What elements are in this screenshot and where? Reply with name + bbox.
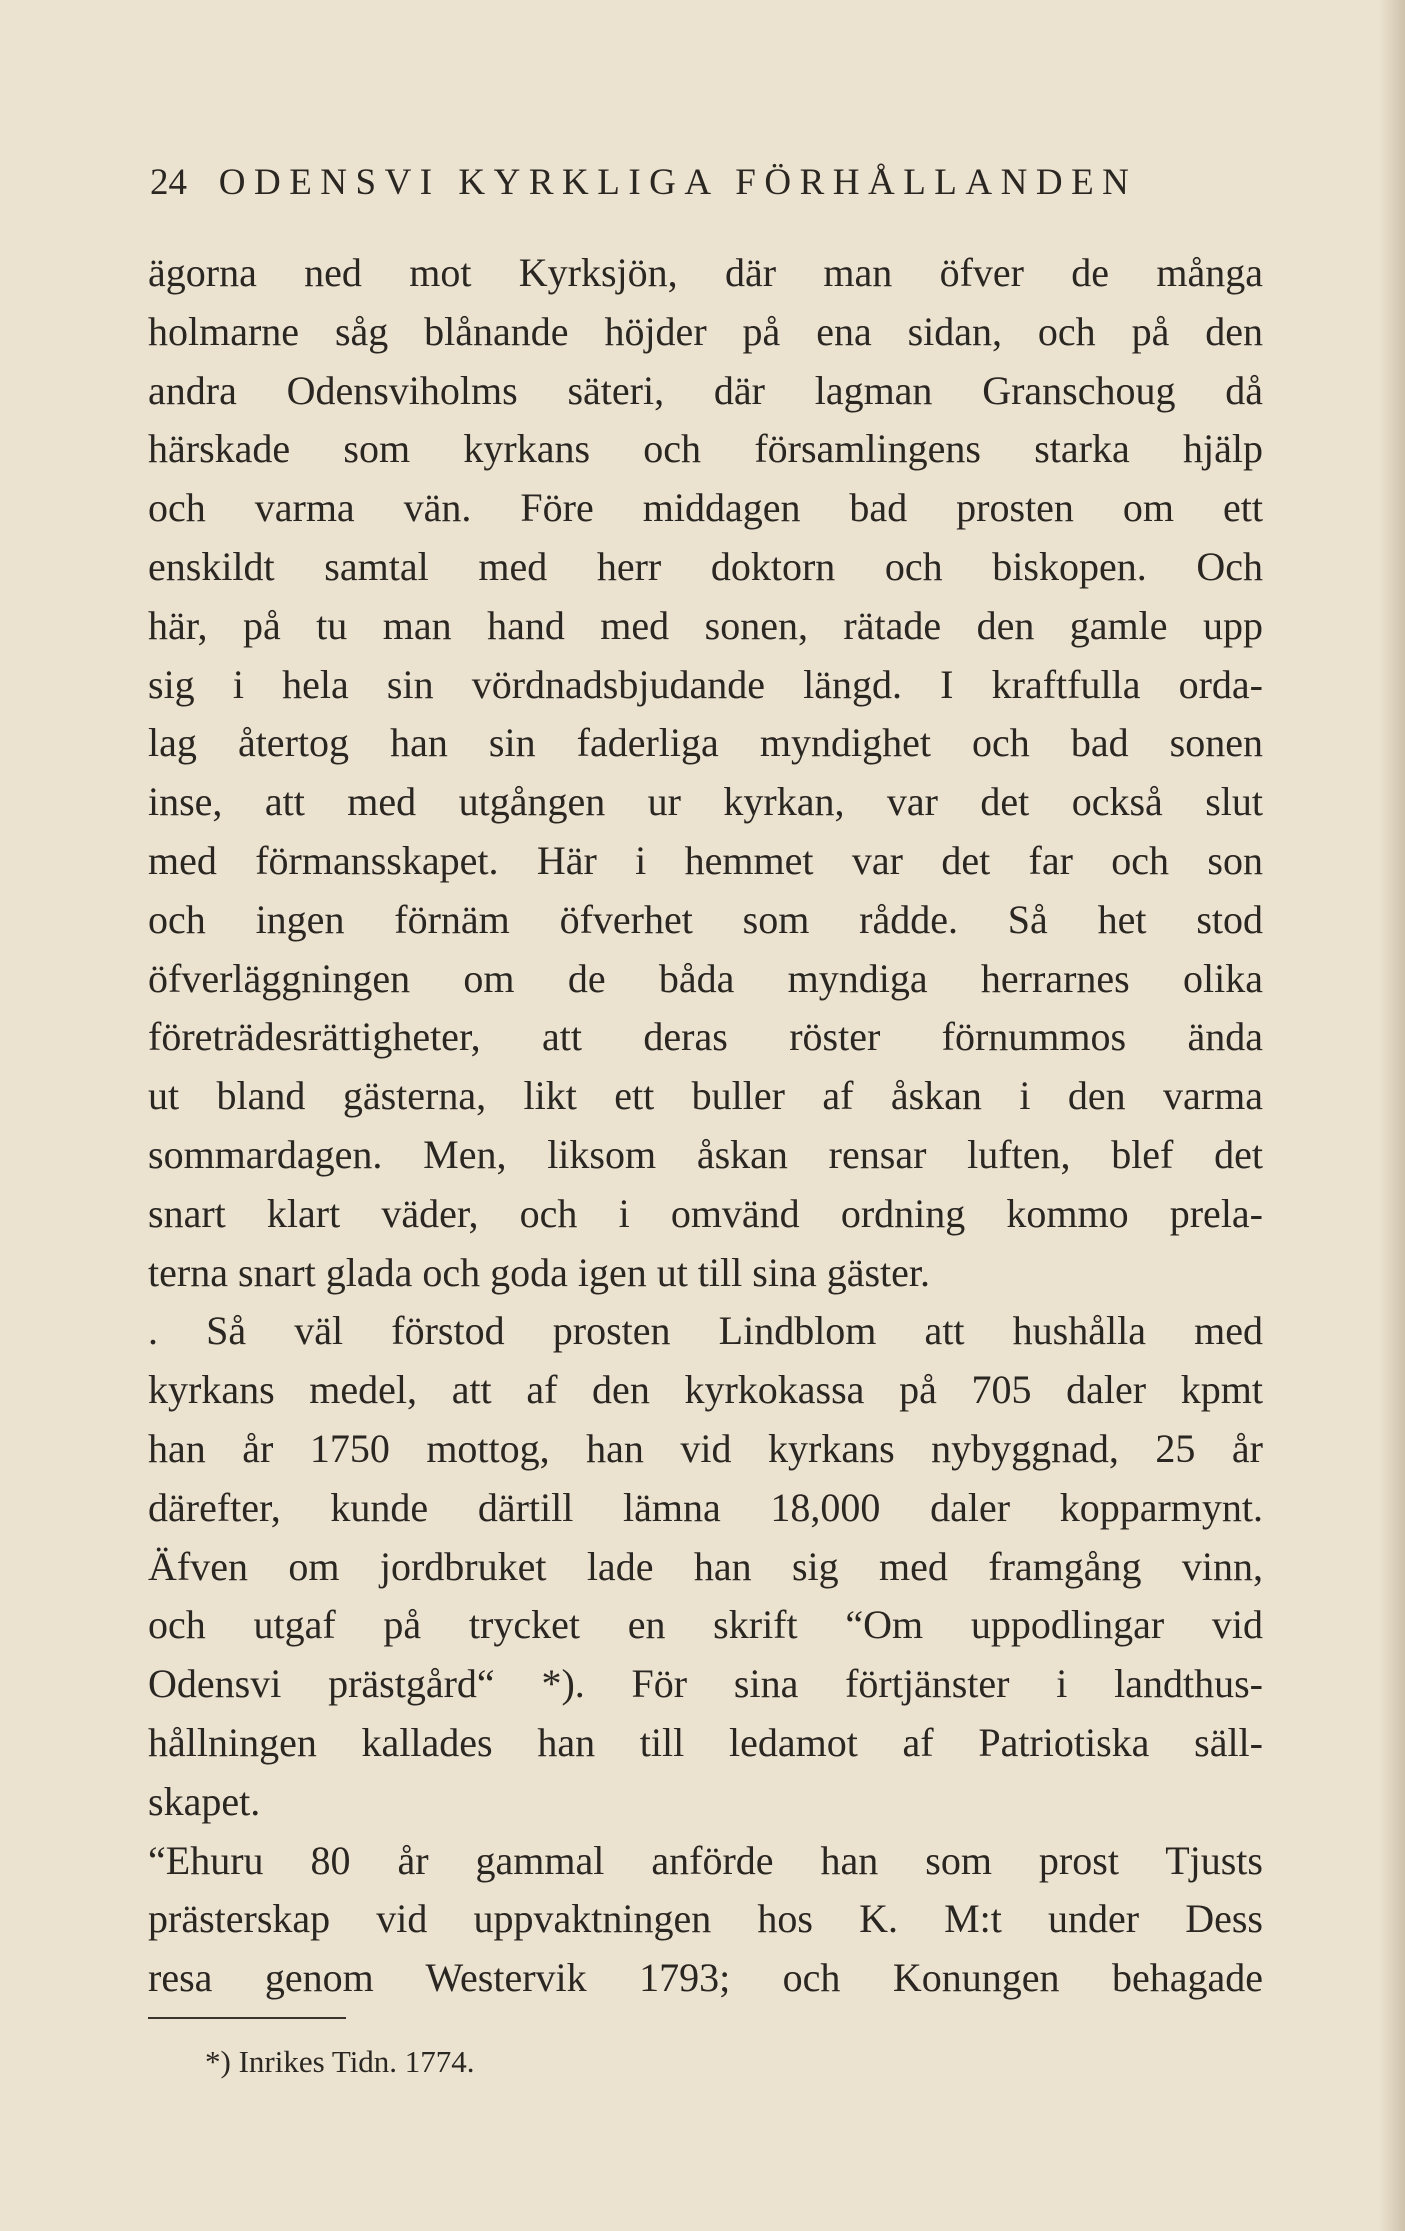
- text-line: andra Odensviholms säteri, där lagman Granschoug då: [148, 367, 1263, 413]
- page-edge-shadow: [1379, 0, 1405, 2231]
- text-line: enskildt samtal med herr doktorn och biskopen. Och: [148, 543, 1263, 589]
- text-line: företrädesrättigheter, att deras röster förnummos ända: [148, 1014, 1263, 1060]
- footnote-divider: [148, 2017, 346, 2019]
- text-line: snart klart väder, och i omvänd ordning kommo prela-: [148, 1190, 1263, 1236]
- text-line: här, på tu man hand med sonen, rätade den gamle upp: [148, 602, 1263, 648]
- body-text: [148, 244, 1263, 2008]
- text-line: därefter, kunde därtill lämna 18,000 daler kopparmynt.: [148, 1484, 1263, 1530]
- text-line: och ingen förnäm öfverhet som rådde. Så het stod: [148, 896, 1263, 942]
- text-line: sig i hela sin vördnadsbjudande längd. I kraftfulla orda-: [148, 661, 1263, 707]
- text-line: ut bland gästerna, likt ett buller af åskan i den varma: [148, 1073, 1263, 1119]
- running-header: [150, 158, 1270, 208]
- text-line: Odensvi prästgård“ *). För sina förtjänster i landthus-: [148, 1661, 1263, 1707]
- page-number: 24: [150, 162, 187, 203]
- text-line: sommardagen. Men, liksom åskan rensar luften, blef det: [148, 1131, 1263, 1177]
- text-line: och utgaf på trycket en skrift “Om uppodlingar vid: [148, 1602, 1263, 1648]
- text-line: prästerskap vid uppvaktningen hos K. M:t under Dess: [148, 1896, 1263, 1942]
- footnote: *) Inrikes Tidn. 1774.: [205, 2044, 475, 2079]
- text-line: hållningen kallades han till ledamot af Patriotiska säll-: [148, 1719, 1263, 1765]
- text-line: öfverläggningen om de båda myndiga herrarnes olika: [148, 955, 1263, 1001]
- text-line: kyrkans medel, att af den kyrkokassa på 705 daler kpmt: [148, 1367, 1263, 1413]
- text-line: ägorna ned mot Kyrksjön, där man öfver de många: [148, 250, 1263, 295]
- text-line: med förmansskapet. Här i hemmet var det far och son: [148, 837, 1263, 883]
- text-line: terna snart glada och goda igen ut till sina gäster.: [148, 1249, 930, 1295]
- text-line: . Så väl förstod prosten Lindblom att hushålla med: [148, 1308, 1263, 1354]
- text-line: han år 1750 mottog, han vid kyrkans nybyggnad, 25 år: [148, 1425, 1263, 1471]
- text-line: “Ehuru 80 år gammal anförde han som prost Tjusts: [148, 1837, 1263, 1883]
- text-line: härskade som kyrkans och församlingens starka hjälp: [148, 426, 1263, 472]
- text-line: Äfven om jordbruket lade han sig med framgång vinn,: [148, 1543, 1263, 1589]
- text-line: holmarne såg blånande höjder på ena sidan, och på den: [148, 308, 1263, 354]
- text-line: resa genom Westervik 1793; och Konungen behagade: [148, 1955, 1263, 2001]
- text-line: skapet.: [148, 1778, 261, 1824]
- text-line: och varma vän. Före middagen bad prosten om ett: [148, 485, 1263, 531]
- text-line: lag återtog han sin faderliga myndighet och bad sonen: [148, 720, 1263, 766]
- text-line: inse, att med utgången ur kyrkan, var det också slut: [148, 779, 1263, 825]
- running-title: ODENSVI KYRKLIGA FÖRHÅLLANDEN: [218, 162, 1138, 203]
